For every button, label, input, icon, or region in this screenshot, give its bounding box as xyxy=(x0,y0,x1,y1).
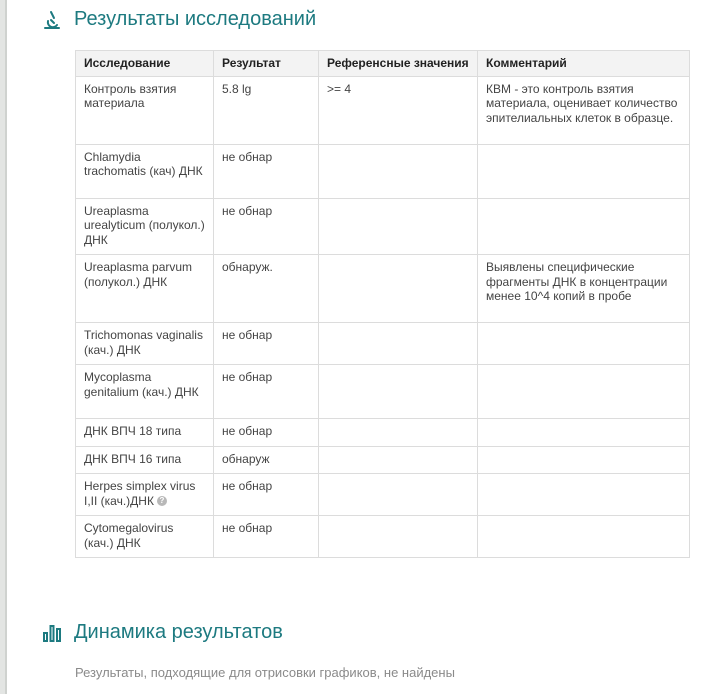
cell-result: обнаруж. xyxy=(214,255,319,323)
cell-result: не обнар xyxy=(214,198,319,255)
cell-result: не обнар xyxy=(214,516,319,558)
cell-test: ДНК ВПЧ 16 типа xyxy=(76,446,214,474)
cell-result: 5.8 lg xyxy=(214,76,319,144)
header-test: Исследование xyxy=(76,51,214,77)
cell-result: не обнар xyxy=(214,144,319,198)
cell-result: не обнар xyxy=(214,419,319,447)
cell-test xyxy=(76,474,214,516)
cell-test: Ureaplasma parvum (полукол.) ДНК xyxy=(76,255,214,323)
cell-reference xyxy=(319,198,478,255)
cell-comment xyxy=(478,446,690,474)
cell-comment: Выявлены специфические фрагменты ДНК в концентрации менее 10^4 копий в пробе xyxy=(478,255,690,323)
header-result: Результат xyxy=(214,51,319,77)
dynamics-empty-message: Результаты, подходящие для отрисовки графиков, не найдены xyxy=(75,665,455,680)
cell-reference xyxy=(319,516,478,558)
table-row xyxy=(76,323,690,365)
cell-test: Контроль взятия материала xyxy=(76,76,214,144)
cell-result: обнаруж xyxy=(214,446,319,474)
header-reference: Референсные значения xyxy=(319,51,478,77)
cell-result: не обнар xyxy=(214,365,319,419)
cell-test: ДНК ВПЧ 18 типа xyxy=(76,419,214,447)
table-row xyxy=(76,474,690,516)
cell-test: Mycoplasma genitalium (кач.) ДНК xyxy=(76,365,214,419)
cell-comment xyxy=(478,365,690,419)
cell-comment xyxy=(478,198,690,255)
microscope-icon xyxy=(42,10,62,30)
table-row xyxy=(76,516,690,558)
table-row xyxy=(76,198,690,255)
cell-reference: >= 4 xyxy=(319,76,478,144)
cell-result: не обнар xyxy=(214,474,319,516)
results-table xyxy=(75,50,690,558)
cell-reference xyxy=(319,474,478,516)
cell-result: не обнар xyxy=(214,323,319,365)
question-circle-icon[interactable]: ? xyxy=(157,496,167,506)
cell-test-text: Herpes simplex virus I,II (кач.)ДНК xyxy=(84,479,196,508)
table-header-row xyxy=(76,51,690,77)
header-comment: Комментарий xyxy=(478,51,690,77)
dynamics-section-title xyxy=(42,621,283,644)
cell-comment xyxy=(478,516,690,558)
dynamics-title-text: Динамика результатов xyxy=(74,621,283,643)
cell-comment xyxy=(478,419,690,447)
cell-comment xyxy=(478,144,690,198)
cell-comment: КВМ - это контроль взятия материала, оценивает количество эпителиальных клеток в образце. xyxy=(478,76,690,144)
cell-test: Trichomonas vaginalis (кач.) ДНК xyxy=(76,323,214,365)
table-row xyxy=(76,446,690,474)
left-rail xyxy=(0,0,7,694)
table-row xyxy=(76,365,690,419)
cell-reference xyxy=(319,419,478,447)
cell-reference xyxy=(319,323,478,365)
results-title-text: Результаты исследований xyxy=(74,8,317,30)
cell-test: Cytomegalovirus (кач.) ДНК xyxy=(76,516,214,558)
bar-chart-icon xyxy=(42,623,62,643)
table-row xyxy=(76,144,690,198)
cell-reference xyxy=(319,255,478,323)
results-section-title xyxy=(42,8,316,31)
cell-reference xyxy=(319,144,478,198)
cell-test: Chlamydia trachomatis (кач) ДНК xyxy=(76,144,214,198)
cell-comment xyxy=(478,323,690,365)
cell-reference xyxy=(319,365,478,419)
table-row xyxy=(76,76,690,144)
cell-test: Ureaplasma urealyticum (полукол.) ДНК xyxy=(76,198,214,255)
table-row xyxy=(76,255,690,323)
cell-comment xyxy=(478,474,690,516)
table-row xyxy=(76,419,690,447)
cell-reference xyxy=(319,446,478,474)
